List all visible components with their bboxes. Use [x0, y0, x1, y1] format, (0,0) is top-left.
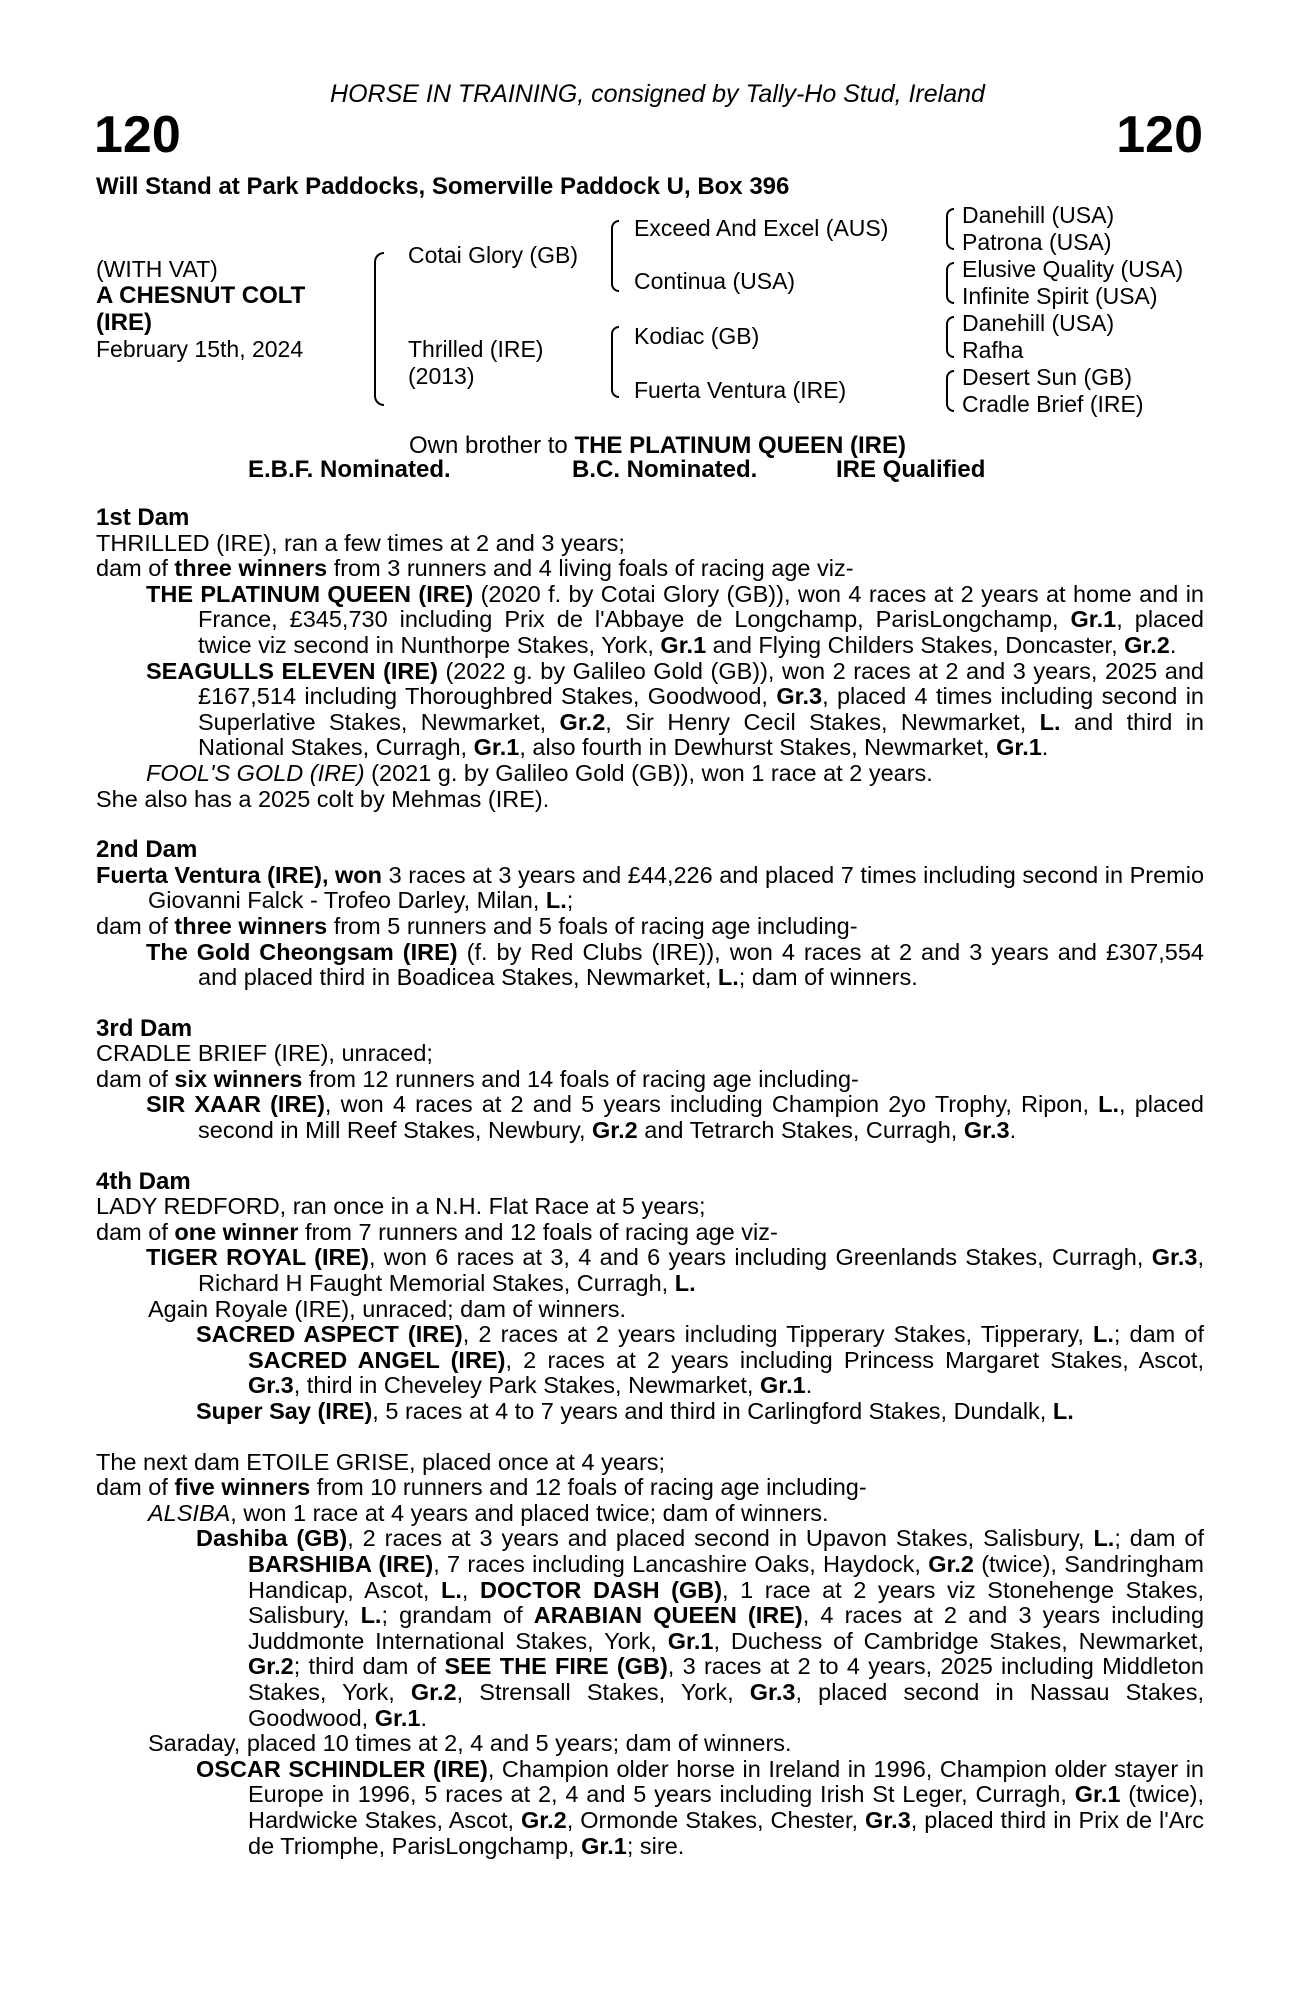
dam-dam: Fuerta Ventura (IRE): [634, 377, 847, 403]
dam-year: (2013): [408, 363, 475, 389]
great-grandparent: Patrona (USA): [962, 229, 1112, 255]
pedigree-brace: [611, 220, 619, 292]
section-heading: 2nd Dam: [96, 836, 198, 864]
produce-entry: ALSIBA, won 1 race at 4 years and placed twice; dam of winners.: [148, 1499, 829, 1526]
dam-of-line: dam of three winners from 5 runners and 5 foals of racing age including-: [96, 912, 858, 939]
dam-intro: LADY REDFORD, ran once in a N.H. Flat Race at 5 years;: [96, 1193, 706, 1220]
nomination-ire: IRE Qualified: [836, 456, 986, 483]
nomination-bc: B.C. Nominated.: [572, 456, 758, 483]
great-grandparent: Cradle Brief (IRE): [962, 391, 1144, 417]
sire-sire: Exceed And Excel (AUS): [634, 215, 889, 241]
great-grandparent: Infinite Spirit (USA): [962, 283, 1158, 309]
dam: Thrilled (IRE): [408, 336, 544, 362]
produce-entry: SEAGULLS ELEVEN (IRE) (2022 g. by Galileo Gold (GB)), won 2 races at 2 and 3 years, 2025 and £167,514 including Thoroughbred Stakes, Goodwood, Gr.3, placed 4 times including second in Superlative Stakes, Newmarket, Gr.2, Sir Henry Cecil Stakes, Newmarket, L. and third in National Stakes, Curragh, Gr.1, also fourth in Dewhurst Stakes, Newmarket, Gr.1.: [146, 657, 1205, 761]
produce-entry: SIR XAAR (IRE), won 4 races at 2 and 5 years including Champion 2yo Trophy, Ripon, L., placed second in Mill Reef Stakes, Newbury, Gr.2 and Tetrarch Stakes, Curragh, Gr.3.: [146, 1091, 1204, 1144]
pedigree-brace: [946, 262, 954, 304]
dam-of-line: dam of five winners from 10 runners and 12 foals of racing age including-: [96, 1474, 867, 1501]
great-grandparent: Danehill (USA): [962, 202, 1115, 228]
sire: Cotai Glory (GB): [408, 242, 578, 268]
dam-sire: Kodiac (GB): [634, 323, 760, 349]
own-brother-name: THE PLATINUM QUEEN (IRE): [574, 432, 906, 459]
nomination-ebf: E.B.F. Nominated.: [248, 456, 451, 483]
dam-of-line: dam of six winners from 12 runners and 14 foals of racing age including-: [96, 1065, 859, 1092]
produce-entry: THE PLATINUM QUEEN (IRE) (2020 f. by Cotai Glory (GB)), won 4 races at 2 years at home and in France, £345,730 including Prix de l'Abbaye de Longchamp, ParisLongchamp, Gr.1, placed twice viz second in Nunthorpe Stakes, York, Gr.1 and Flying Childers Stakes, Doncaster, Gr.2.: [146, 580, 1205, 658]
produce-record: [96, 505, 1204, 1859]
produce-entry: SACRED ASPECT (IRE), 2 races at 2 years including Tipperary Stakes, Tipperary, L.; dam of SACRED ANGEL (IRE), 2 races at 2 years including Princess Margaret Stakes, Ascot, Gr.3, third in Cheveley Park Stakes, Newmarket, Gr.1.: [196, 1321, 1204, 1399]
great-grandparent: Rafha: [962, 337, 1024, 363]
produce-entry: FOOL'S GOLD (IRE) (2021 g. by Galileo Gold (GB)), won 1 race at 2 years.: [146, 759, 933, 786]
foaling-date: February 15th, 2024: [96, 336, 304, 362]
pedigree-brace: [611, 326, 619, 398]
dam-intro: The next dam ETOILE GRISE, placed once at 4 years;: [96, 1448, 666, 1475]
produce-entry: The Gold Cheongsam (IRE) (f. by Red Clubs (IRE)), won 4 races at 2 and 3 years and £307,554 and placed third in Boadicea Stakes, Newmarket, L.; dam of winners.: [146, 938, 1204, 991]
produce-entry: Saraday, placed 10 times at 2, 4 and 5 years; dam of winners.: [148, 1730, 792, 1757]
lot-number-left: 120: [94, 106, 181, 164]
dam-of-line: dam of one winner from 7 runners and 12 foals of racing age viz-: [96, 1218, 778, 1245]
stand-location: Will Stand at Park Paddocks, Somerville Paddock U, Box 396: [96, 173, 790, 200]
produce-entry: Dashiba (GB), 2 races at 3 years and placed second in Upavon Stakes, Salisbury, L.; dam of BARSHIBA (IRE), 7 races including Lancashire Oaks, Haydock, Gr.2 (twice), Sandringham Handicap, Ascot, L., DOCTOR DASH (GB), 1 race at 2 years viz Stonehenge Stakes, Salisbury, L.; grandam of ARABIAN QUEEN (IRE), 4 races at 2 and 3 years including Juddmonte International Stakes, York, Gr.1, Duchess of Cambridge Stakes, Newmarket, Gr.2; third dam of SEE THE FIRE (GB), 3 races at 2 to 4 years, 2025 including Middleton Stakes, York, Gr.2, Strensall Stakes, York, Gr.3, placed second in Nassau Stakes, Goodwood, Gr.1.: [196, 1525, 1205, 1731]
pedigree-brace: [946, 316, 954, 358]
produce-entry: OSCAR SCHINDLER (IRE), Champion older horse in Ireland in 1996, Champion older stayer in Europe in 1996, 5 races at 2, 4 and 5 years including Irish St Leger, Curragh, Gr.1 (twice), Hardwicke Stakes, Ascot, Gr.2, Ormonde Stakes, Chester, Gr.3, placed third in Prix de l'Arc de Triomphe, ParisLongchamp, Gr.1; sire.: [196, 1755, 1205, 1859]
produce-entry: Super Say (IRE), 5 races at 4 to 7 years and third in Carlingford Stakes, Dundalk, L.: [196, 1398, 1074, 1424]
horse-name: A CHESNUT COLT: [96, 282, 306, 309]
dam-intro: Fuerta Ventura (IRE), won 3 races at 3 years and £44,226 and placed 7 times including second in Premio Giovanni Falck - Trofeo Darley, Milan, L.;: [96, 861, 1205, 914]
own-brother-line: Own brother to THE PLATINUM QUEEN (IRE): [409, 432, 906, 459]
section-heading: 4th Dam: [96, 1167, 191, 1195]
dam-of-line: dam of three winners from 3 runners and 4 living foals of racing age viz-: [96, 555, 854, 582]
section-heading: 3rd Dam: [96, 1014, 193, 1042]
pedigree-brace: [946, 208, 954, 250]
horse-name-country: (IRE): [96, 309, 152, 336]
produce-entry: Again Royale (IRE), unraced; dam of winners.: [148, 1295, 627, 1322]
pedigree-brace: [946, 370, 954, 412]
great-grandparent: Elusive Quality (USA): [962, 256, 1184, 282]
lot-number-right: 120: [1116, 106, 1203, 164]
vat-note: (WITH VAT): [96, 256, 218, 282]
consignor-line: HORSE IN TRAINING, consigned by Tally-Ho Stud, Ireland: [330, 80, 985, 108]
produce-entry: TIGER ROYAL (IRE), won 6 races at 3, 4 and 6 years including Greenlands Stakes, Curragh, Gr.3, Richard H Faught Memorial Stakes, Curragh, L.: [146, 1244, 1204, 1297]
dam-intro: THRILLED (IRE), ran a few times at 2 and 3 years;: [96, 529, 625, 556]
sire-dam: Continua (USA): [634, 268, 796, 294]
pedigree-brace: [374, 252, 384, 406]
great-grandparent: Desert Sun (GB): [962, 364, 1132, 390]
great-grandparent: Danehill (USA): [962, 310, 1115, 336]
section-heading: 1st Dam: [96, 504, 190, 531]
also-line: She also has a 2025 colt by Mehmas (IRE).: [96, 785, 550, 812]
dam-intro: CRADLE BRIEF (IRE), unraced;: [96, 1040, 433, 1067]
